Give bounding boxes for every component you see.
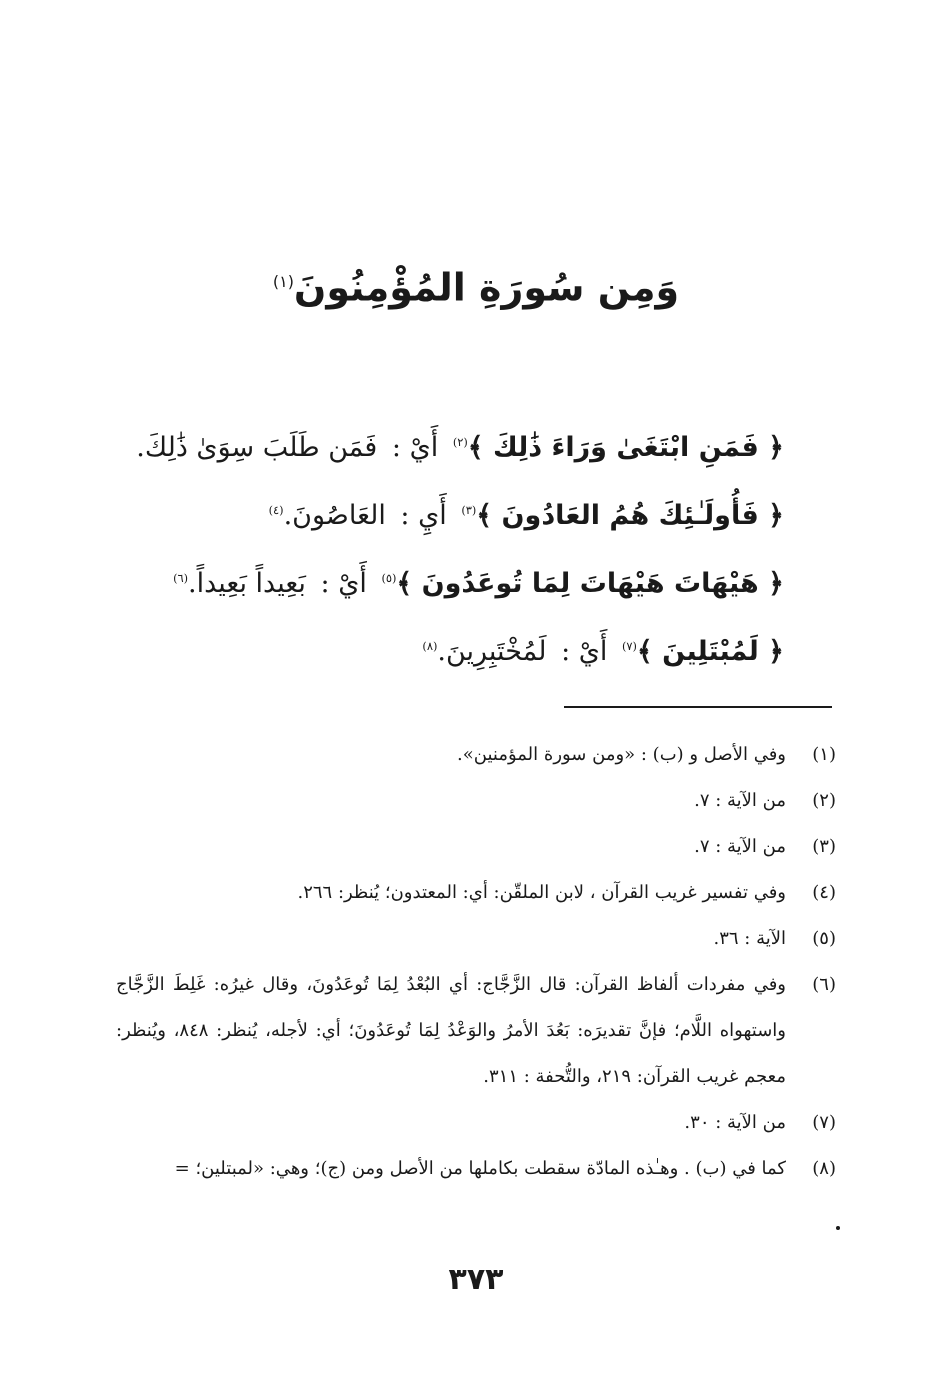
footnote-marker: (٢) (452, 435, 468, 449)
footnote-text: من الآية : ٧. (694, 790, 786, 811)
footnote-number: (٧) (812, 1112, 836, 1133)
footnote (116, 1100, 836, 1146)
verse-line (144, 476, 784, 544)
footnote-text: وفي تفسير غريب القرآن ، لابن الملقّن: أي: المعتدون؛ يُنظر: ٢٦٦. (297, 882, 786, 903)
footnote (116, 824, 836, 870)
footnote-marker: (٦) (173, 571, 189, 585)
gloss-text: العَاصُونَ. (283, 500, 386, 531)
verse-list (136, 408, 784, 680)
footnote-text: وفي الأصل و (ب) : «ومن سورة المؤمنين». (457, 744, 786, 765)
gloss-text: فَمَن طَلَبَ سِوَىٰ ذَٰلِكَ. (136, 432, 378, 463)
footnote-text: من الآية : ٧. (694, 836, 786, 857)
continuation-dot (836, 1226, 840, 1230)
gloss-text: لَمُخْتَبِرِينَ. (437, 636, 547, 667)
footnote (116, 916, 836, 962)
footnote-marker: (٧) (621, 639, 637, 653)
footnote-number: (٢) (812, 790, 836, 811)
footnote (116, 962, 836, 1100)
footnote-marker: (١) (272, 272, 294, 291)
footnote-number: (١) (812, 744, 836, 765)
footnote-number: (٥) (812, 928, 836, 949)
footnote-number: (٣) (812, 836, 836, 857)
chapter-title: وَمِن سُورَةِ المُؤْمِنُونَ (293, 265, 680, 310)
verse-line (144, 544, 784, 612)
quran-phrase: ﴿ هَيْهَاتَ هَيْهَاتَ لِمَا تُوعَدُونَ ﴾ (396, 568, 784, 599)
footnote-number: (٤) (812, 882, 836, 903)
footnote-number: (٦) (812, 974, 836, 995)
footnote-text: الآية : ٣٦. (713, 928, 786, 949)
footnote-number: (٨) (812, 1158, 836, 1179)
page-number: ٣٧٣ (448, 1262, 504, 1297)
chapter-heading (0, 252, 952, 318)
quran-phrase: ﴿ فَأُولَـٰئِكَ هُمُ العَادُونَ ﴾ (476, 500, 784, 531)
footnote-marker: (٤) (268, 503, 284, 517)
verse-line (136, 408, 784, 476)
gloss-intro: أَيِ : (400, 500, 447, 531)
footnote-text: كما في (ب) . وهـٰذه المادّة سقطت بكاملها من الأصل ومن (ج)؛ وهي: «لمبتلين؛ = (174, 1158, 786, 1179)
gloss-intro: أَيْ : (391, 432, 439, 463)
footnote-divider (564, 706, 832, 708)
quran-phrase: ﴿ فَمَنِ ابْتَغَىٰ وَرَاءَ ذَٰلِكَ ﴾ (467, 432, 784, 463)
footnote-list (116, 732, 836, 1192)
footnote-text: من الآية : ٣٠. (684, 1112, 786, 1133)
footnote (116, 1146, 836, 1192)
footnote-marker: (٣) (461, 503, 477, 517)
gloss-intro: أَيْ : (561, 636, 608, 667)
footnote-text: وفي مفردات ألفاظ القرآن: قال الزَّجَّاج: أي البُعْدُ لِمَا تُوعَدُونَ، وقال غيرُه: غَلِطَ الزَّجَّاج واستهواه اللَّام؛ فإنَّ تقديرَه: بَعُدَ الأمرُ والوَعْدُ لِمَا تُوعَدُونَ؛ أي: لأجله، يُنظر: ٨٤٨، ويُنظر: معجم غريب القرآن: ٢١٩، والتُّحفة : ٣١١. (116, 974, 786, 1087)
quran-phrase: ﴿ لَمُبْتَلِينَ ﴾ (636, 636, 784, 667)
footnote-marker: (٥) (381, 571, 397, 585)
footnote (116, 732, 836, 778)
verse-line (144, 612, 784, 680)
footnote (116, 870, 836, 916)
footnote-marker: (٨) (422, 639, 438, 653)
footnote (116, 778, 836, 824)
gloss-text: بَعِيداً بَعِيداً. (188, 568, 306, 599)
gloss-intro: أَيْ : (320, 568, 367, 599)
